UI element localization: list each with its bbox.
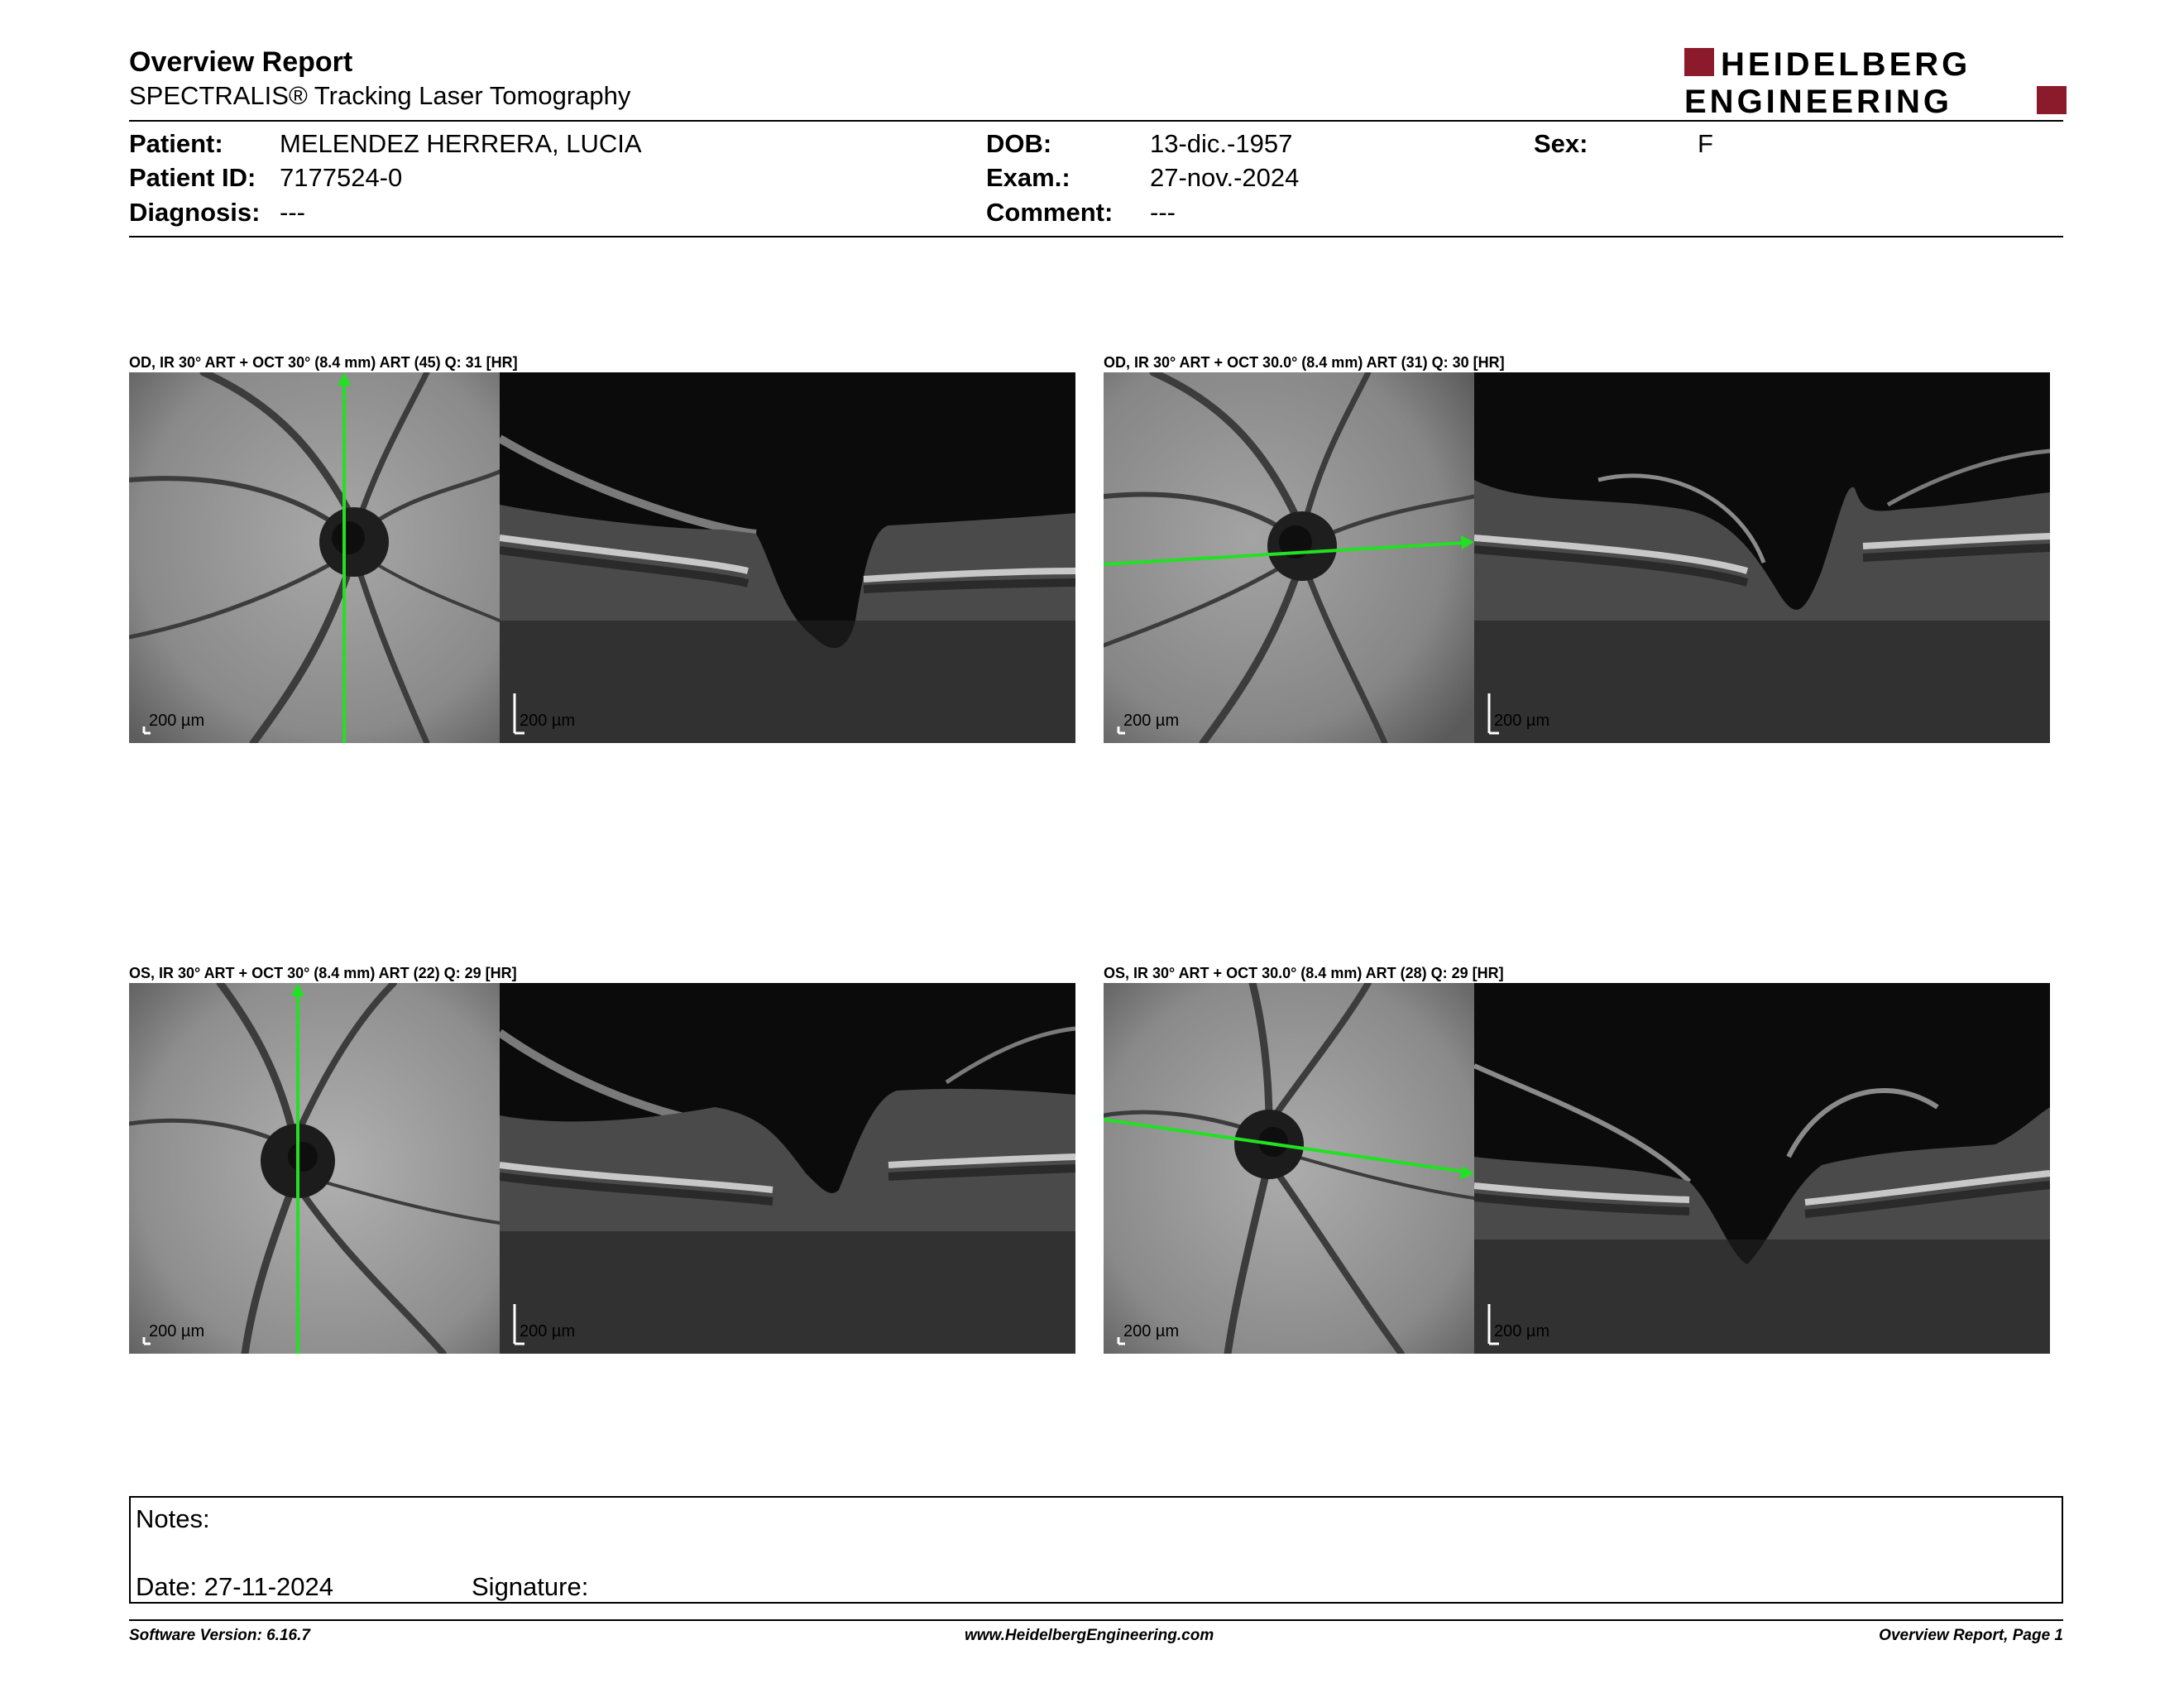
- footer-divider: [129, 1619, 2063, 1621]
- patient-id: 7177524-0: [280, 163, 403, 192]
- patient-name: MELENDEZ HERRERA, LUCIA: [280, 129, 642, 158]
- notes-label: Notes:: [136, 1504, 210, 1533]
- scan-caption-os-1: OS, IR 30° ART + OCT 30° (8.4 mm) ART (22) Q: 29 [HR]: [129, 965, 517, 981]
- patient-divider: [129, 236, 2063, 237]
- oct-bscan-os-2[interactable]: [1474, 983, 2050, 1354]
- scan-caption-os-2: OS, IR 30° ART + OCT 30.0° (8.4 mm) ART (28) Q: 29 [HR]: [1104, 965, 1504, 981]
- page-indicator: Overview Report, Page 1: [1879, 1627, 2063, 1644]
- sex-label: Sex:: [1534, 129, 1588, 158]
- scale-label-fundus-od-2: 200 µm: [1123, 712, 1180, 730]
- comment-value: ---: [1150, 198, 1176, 227]
- diagnosis-value: ---: [280, 198, 305, 227]
- scale-label-fundus-os-2: 200 µm: [1123, 1322, 1180, 1340]
- patient-id-label: Patient ID:: [129, 163, 256, 192]
- scale-label-oct-od-2: 200 µm: [1494, 712, 1550, 730]
- svg-text:HEIDELBERG: HEIDELBERG: [1721, 46, 1971, 83]
- website-link[interactable]: www.HeidelbergEngineering.com: [965, 1627, 1214, 1644]
- dob-value: 13-dic.-1957: [1150, 129, 1293, 158]
- header-divider: [129, 120, 2063, 122]
- svg-text:ENGINEERING: ENGINEERING: [1684, 84, 1953, 116]
- scale-label-fundus-od-1: 200 µm: [149, 712, 205, 730]
- fundus-image-os-2[interactable]: [1104, 983, 1474, 1354]
- notes-box: [129, 1496, 2063, 1604]
- dob-label: DOB:: [986, 129, 1052, 158]
- software-version: Software Version: 6.16.7: [129, 1627, 310, 1644]
- scale-label-oct-os-2: 200 µm: [1494, 1322, 1550, 1340]
- scale-label-oct-od-1: 200 µm: [520, 712, 576, 730]
- scale-label-oct-os-1: 200 µm: [520, 1322, 576, 1340]
- diagnosis-label: Diagnosis:: [129, 198, 261, 227]
- notes-date: Date: 27-11-2024: [136, 1572, 333, 1601]
- fundus-image-os-1[interactable]: [129, 983, 500, 1354]
- heidelberg-logo: [1684, 46, 2067, 116]
- oct-bscan-od-2[interactable]: [1474, 372, 2050, 743]
- fundus-image-od-2[interactable]: [1104, 372, 1474, 743]
- sex-value: F: [1698, 129, 1713, 158]
- report-title: Overview Report: [129, 46, 353, 78]
- exam-value: 27-nov.-2024: [1150, 163, 1300, 192]
- exam-label: Exam.:: [986, 163, 1070, 192]
- fundus-image-od-1[interactable]: [129, 372, 500, 743]
- scale-label-fundus-os-1: 200 µm: [149, 1322, 205, 1340]
- report-subtitle: SPECTRALIS® Tracking Laser Tomography: [129, 81, 631, 110]
- comment-label: Comment:: [986, 198, 1114, 227]
- scan-caption-od-2: OD, IR 30° ART + OCT 30.0° (8.4 mm) ART (31) Q: 30 [HR]: [1104, 354, 1505, 371]
- signature-label: Signature:: [472, 1572, 589, 1601]
- patient-label: Patient:: [129, 129, 223, 158]
- oct-bscan-os-1[interactable]: [500, 983, 1075, 1354]
- scan-caption-od-1: OD, IR 30° ART + OCT 30° (8.4 mm) ART (45) Q: 31 [HR]: [129, 354, 518, 371]
- oct-bscan-od-1[interactable]: [500, 372, 1075, 743]
